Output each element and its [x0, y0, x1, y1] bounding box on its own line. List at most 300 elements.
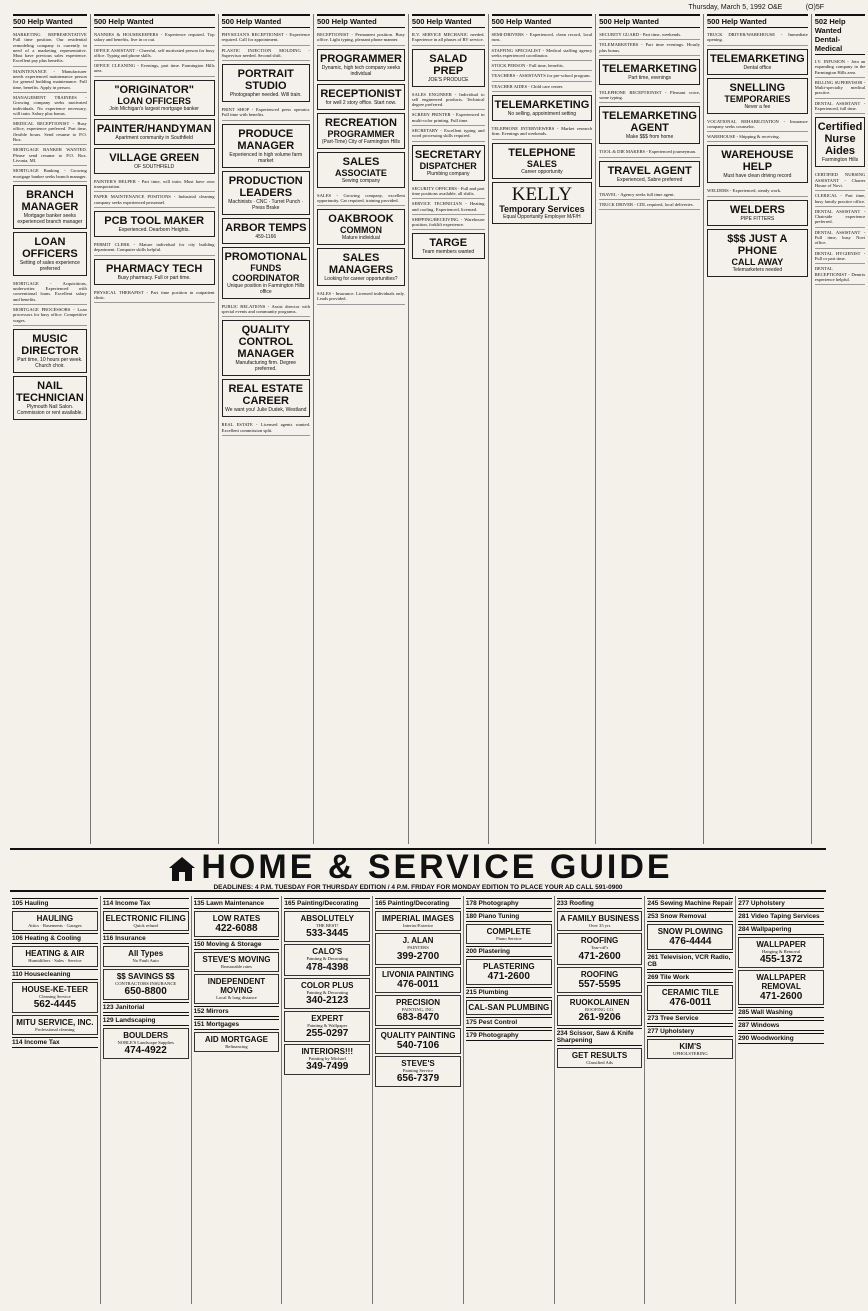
display-ad-subheadline: ASSOCIATE — [335, 167, 387, 178]
guide-ad-text: PAINTERS — [407, 945, 429, 951]
guide-ad-name: QUALITY PAINTING — [380, 1030, 456, 1040]
guide-title — [10, 850, 826, 884]
display-ad-headline: WELDERS — [729, 203, 785, 216]
display-ad-text: Telemarketers needed — [732, 266, 783, 273]
display-ad-text: Looking for career opportunities? — [324, 276, 398, 283]
help-wanted-column — [218, 14, 314, 844]
classified-ad: REAL ESTATE - Licensed agents wanted. Excellent commission split. — [222, 420, 311, 436]
classified-ad: PAPER MAINTENANCE POSITIONS - Industrial cleaning company seeks experienced personnel. — [94, 192, 215, 208]
guide-ad — [375, 911, 461, 931]
display-ad-headline: RECREATION — [325, 116, 397, 129]
display-ad-headline: SALES MANAGERS — [328, 252, 394, 277]
display-ad — [317, 49, 405, 81]
guide-ad-text: ROOFING CO. — [585, 1006, 615, 1012]
kelly-logo: KELLY — [511, 183, 573, 205]
guide-ad-text: Piano Service — [496, 936, 522, 941]
guide-ad — [647, 1039, 733, 1059]
guide-ad-phone: 476-0011 — [397, 978, 439, 990]
display-ad — [707, 78, 808, 114]
guide-section-heading: 106 Heating & Cooling — [12, 933, 98, 944]
display-ad — [222, 247, 311, 299]
display-ad-text: We want you! Julie Dudek, Westland — [225, 407, 307, 414]
display-ad — [222, 379, 311, 417]
display-ad-text: Experienced. Dearborn Heights. — [118, 226, 190, 233]
display-ad-text: Must have clean driving record — [723, 173, 792, 180]
display-ad-text: Part time, 10 hours per week. Church choir. — [17, 356, 83, 369]
help-wanted-column — [703, 14, 811, 844]
guide-ad — [284, 944, 370, 975]
guide-ad-name: LIVONIA PAINTING — [382, 969, 455, 979]
guide-section-heading: 245 Sewing Machine Repair — [647, 900, 733, 907]
guide-ad — [557, 967, 643, 993]
display-ad-text: Apartment community in Southfield — [115, 134, 193, 141]
display-ad — [13, 185, 87, 229]
guide-ad-phone: 471-2600 — [487, 971, 530, 983]
classified-ad: SALES - Insurance. Licensed individuals only. Leads provided. — [317, 289, 405, 305]
guide-column — [100, 896, 191, 1304]
display-ad-subheadline: FUNDS COORDINATOR — [232, 262, 300, 283]
guide-ad-text: Painting & Wallpaper — [307, 1022, 348, 1028]
guide-ad — [375, 967, 461, 993]
section-heading: 500 Help Wanted — [94, 14, 215, 28]
classified-ad: MORTGAGE PROCESSORS - Loan processors for busy office. Competitive wages. — [13, 305, 87, 326]
guide-ad-phone: 562-4445 — [33, 998, 77, 1010]
guide-ad-name: BOULDERS — [123, 1030, 169, 1040]
display-ad-text: OF SOUTHFIELD — [134, 163, 175, 170]
guide-ad-name: ELECTRONIC FILING — [105, 914, 186, 923]
guide-ad-phone: 476-4444 — [669, 936, 712, 947]
display-ad-text: Mature individual — [342, 235, 380, 242]
display-ad-text: Experienced in high volume farm market — [229, 151, 303, 164]
guide-section-heading: 165 Painting/Decorating — [284, 898, 370, 909]
guide-ad-name: STEVE'S MOVING — [202, 955, 271, 964]
guide-ad-name: RUOKOLAINEN — [569, 997, 630, 1007]
guide-ad-phone: 455-1372 — [760, 954, 803, 966]
display-ad — [13, 329, 87, 373]
classified-ad: TRAVEL - Agency seeks full time agent. — [599, 190, 700, 200]
guide-ad-text: Classified Ads — [586, 1059, 613, 1065]
display-ad-text: Dental office — [743, 64, 772, 71]
guide-ad-text: Attics · Basements · Garages — [28, 923, 82, 928]
classified-ad: VOCATIONAL REHABILITATION - Insurance company seeks counselor. — [707, 117, 808, 133]
help-wanted-column — [408, 14, 488, 844]
display-ad — [13, 376, 87, 420]
display-ad-text: Sewing company — [341, 177, 380, 184]
display-ad-text: Equal Opportunity Employer M/F/H — [503, 213, 581, 220]
guide-section-heading: 114 Income Tax — [12, 1037, 98, 1048]
guide-ad-name: COMPLETE — [486, 927, 532, 936]
display-ad-headline: SNELLING — [729, 81, 786, 94]
display-ad-headline: SALAD PREP — [429, 52, 468, 77]
display-ad-text: Setting of sales experience preferred — [19, 259, 80, 272]
classified-ad: PLASTIC INJECTION MOLDING - Supervisor needed. Second shift. — [222, 46, 311, 62]
display-ad-headline: PROMOTIONAL — [224, 250, 308, 263]
guide-ad-text: Tear-off's — [590, 945, 609, 951]
page-header — [688, 4, 824, 11]
guide-section-heading: 152 Mirrors — [194, 1006, 280, 1017]
guide-ad-text: Local & long distance — [216, 995, 257, 1001]
guide-ad-phone: 683-8470 — [396, 1011, 440, 1023]
display-ad-text: 459-1166 — [255, 233, 277, 240]
classified-ad: MORTGAGE Banking - Growing mortgage banker seeks branch manager. — [13, 166, 87, 182]
display-ad-text: Make $$$ from home — [626, 134, 674, 141]
guide-ad — [194, 1032, 280, 1052]
guide-ad — [466, 924, 552, 944]
display-ad-subheadline: Temporary Services — [499, 203, 585, 214]
guide-ad-phone: 474-4922 — [124, 1045, 167, 1057]
guide-ad-phone: 656-7379 — [396, 1073, 440, 1085]
page-ref: (O)5F — [805, 4, 824, 11]
display-ad — [317, 84, 405, 110]
guide-ad-name: All Types — [128, 949, 164, 959]
guide-column — [372, 896, 463, 1304]
display-ad-headline: TELEPHONE — [508, 146, 576, 159]
display-ad — [412, 233, 485, 259]
display-ad — [94, 259, 215, 285]
display-ad-headline: SECRETARY — [414, 148, 482, 161]
guide-section-heading: 114 Income Tax — [103, 898, 189, 909]
classified-ad: STAFFING SPECIALIST - Medical staffing agency seeks experienced coordinator. — [492, 46, 593, 62]
guide-ad — [557, 911, 643, 931]
guide-ad-text: Quick refund — [133, 923, 158, 928]
display-ad-text: Join Michigan's largest mortgage banker — [109, 105, 199, 112]
guide-ad-text: Professional cleaning — [35, 1026, 75, 1032]
guide-section-heading: 179 Photography — [466, 1030, 552, 1041]
display-ad-headline: Certified Nurse Aides — [817, 121, 863, 158]
guide-column — [191, 896, 282, 1304]
guide-ad-name: SNOW PLOWING — [657, 927, 724, 936]
classified-ad: STOCK PERSON - Full time, benefits. — [492, 61, 593, 71]
classified-ad: SALES - Growing company, excellent opportunity. Car required, training provided. — [317, 191, 405, 207]
classified-ad: SCREEN PRINTER - Experienced in multi-color printing. Full time. — [412, 110, 485, 126]
classified-ad: DENTAL ASSISTANT - Full time, busy Novi office. — [815, 228, 866, 249]
help-wanted-column — [10, 14, 90, 844]
guide-ad — [284, 1044, 370, 1075]
display-ad — [317, 248, 405, 286]
display-ad-headline: WAREHOUSE HELP — [721, 149, 794, 174]
display-ad-headline: TELEMARKETING AGENT — [602, 110, 697, 135]
display-ad — [222, 320, 311, 376]
display-ad-headline: QUALITY CONTROL MANAGER — [237, 324, 295, 361]
classified-ad: TRUCK DRIVER/WAREHOUSE - Immediate opening. — [707, 30, 808, 46]
guide-ad — [12, 1015, 98, 1035]
display-ad-text: Plymouth Nail Salon. Commission or rent available. — [16, 403, 83, 416]
guide-ad — [647, 985, 733, 1011]
classified-ad: CERTIFIED NURSING ASSISTANT - Charter House of Novi. — [815, 170, 866, 191]
guide-section-heading: 290 Woodworking — [738, 1033, 824, 1044]
classified-ad: OFFICE CLEANING - Evenings, part time. Farmington Hills area. — [94, 61, 215, 77]
display-ad — [222, 64, 311, 102]
help-wanted-column — [90, 14, 218, 844]
display-ad — [707, 145, 808, 183]
guide-ad-text: Painting & Decorating — [306, 956, 349, 962]
guide-section-heading: 180 Piano Tuning — [466, 911, 552, 922]
section-heading: 500 Help Wanted — [599, 14, 700, 28]
display-ad-headline: SALES — [342, 155, 380, 168]
guide-ad-name: COLOR PLUS — [301, 980, 354, 990]
guide-ad — [284, 911, 370, 942]
display-ad-text: Photographer needed. Will train. — [229, 92, 302, 99]
guide-section-heading: 273 Tree Service — [647, 1013, 733, 1024]
guide-ad-name: INDEPENDENT MOVING — [207, 977, 266, 996]
display-ad — [222, 218, 311, 244]
display-ad-subheadline: CALL AWAY — [731, 256, 784, 267]
help-wanted-column — [488, 14, 596, 844]
display-ad — [707, 200, 808, 226]
display-ad — [599, 161, 700, 187]
display-ad — [599, 59, 700, 85]
classified-ad: SALES ENGINEER - Individual to sell engineered products. Technical degree preferred. — [412, 90, 485, 111]
guide-ad-name: LOW RATES — [212, 914, 261, 923]
display-ad — [707, 229, 808, 277]
guide-ad — [194, 911, 280, 937]
guide-ad — [557, 933, 643, 964]
guide-ad-name: EXPERT — [311, 1013, 344, 1023]
classified-ad: RECEPTIONIST - Permanent position. Busy office. Light typing, pleasant phone manner. — [317, 30, 405, 46]
classified-ad: PHYSICAL THERAPIST - Part time position in outpatient clinic. — [94, 288, 215, 304]
display-ad-subheadline: COMMON — [339, 225, 382, 236]
guide-ad-text: Painting & Decorating — [306, 989, 349, 995]
display-ad-subheadline: TEMPORARIES — [724, 93, 791, 104]
guide-column — [644, 896, 735, 1304]
display-ad — [707, 49, 808, 75]
display-ad-text: Part time, evenings — [628, 74, 672, 81]
guide-section-heading: 129 Landscaping — [103, 1015, 189, 1026]
display-ad-text: Team members wanted — [422, 249, 475, 256]
guide-ad — [12, 911, 98, 931]
display-ad — [412, 49, 485, 87]
help-wanted-column — [313, 14, 408, 844]
guide-ad-name: INTERIORS!!! — [301, 1047, 354, 1057]
classified-ad: TRUCK DRIVER - CDL required, local deliveries. — [599, 200, 700, 210]
guide-section-heading: 277 Upholstery — [647, 1026, 733, 1037]
display-ad — [492, 143, 593, 179]
guide-deadlines: DEADLINES: 4 P.M. TUESDAY FOR THURSDAY EDITION / 4 P.M. FRIDAY FOR MONDAY EDITION TO PLACE YOUR AD CALL 591-0900 — [213, 884, 623, 891]
display-ad-text: Busy pharmacy. Full or part time. — [117, 274, 191, 281]
section-heading: 500 Help Wanted — [707, 14, 808, 28]
classified-ad: PUBLIC RELATIONS - Assist director with special events and community programs. — [222, 302, 311, 318]
display-ad-headline: PHARMACY TECH — [105, 262, 203, 275]
guide-ad-name: WALLPAPER REMOVAL — [756, 973, 806, 992]
display-ad-headline: TELEMARKETING — [602, 62, 697, 75]
display-ad — [222, 171, 311, 215]
guide-ad — [194, 974, 280, 1003]
guide-section-heading: 175 Pest Control — [466, 1017, 552, 1028]
classified-ad: DENTAL ASSISTANT - Experienced, full time. — [815, 99, 866, 115]
display-ad-headline: TRAVEL AGENT — [607, 164, 692, 177]
guide-ad-text: Over 35 yrs — [588, 923, 611, 928]
guide-ad-name: CAL-SAN PLUMBING — [468, 1003, 550, 1013]
home-service-guide-banner — [10, 848, 826, 892]
guide-ad-text: Cleaning Service — [39, 993, 71, 999]
guide-ad-name: HEATING & AIR — [25, 949, 85, 959]
guide-ad-phone: 399-2700 — [396, 950, 440, 962]
display-ad-headline: REAL ESTATE CAREER — [228, 383, 304, 408]
classified-ad: BILLING SUPERVISOR - Multi-specialty medical practice. — [815, 78, 866, 99]
classified-ad: I.V. INFUSION - Join an expanding company in the Farmington Hills area. — [815, 57, 866, 78]
guide-section-heading: 269 Tile Work — [647, 972, 733, 983]
guide-ad-name: WALLPAPER — [756, 940, 806, 949]
guide-ad-phone: 349-7499 — [306, 1061, 349, 1073]
classified-ad: MANAGEMENT TRAINEES - Growing company seeks motivated individuals. No experience necessary, will train. Salary plus bonus. — [13, 93, 87, 119]
guide-section-heading: 123 Janitorial — [103, 1002, 189, 1013]
guide-section-heading: 234 Scissor, Saw & Knife Sharpening — [557, 1028, 643, 1046]
guide-ad-text: Interior/Exterior — [402, 923, 434, 928]
guide-section-heading: 150 Moving & Storage — [194, 939, 280, 950]
display-ad-text: PIPE FITTERS — [740, 215, 775, 222]
guide-section-heading: 151 Mortgages — [194, 1019, 280, 1030]
help-wanted-columns — [10, 14, 866, 844]
display-ad-text: Dynamic, high tech company seeks individual — [321, 64, 401, 77]
display-ad — [13, 232, 87, 276]
house-icon — [167, 855, 197, 883]
guide-ad-name: A FAMILY BUSINESS — [559, 914, 640, 923]
guide-column — [554, 896, 645, 1304]
guide-ad — [375, 1056, 461, 1087]
display-ad — [94, 211, 215, 237]
guide-ad-name: GET RESULTS — [571, 1050, 628, 1060]
guide-ad-phone: 255-0297 — [306, 1028, 349, 1040]
guide-ad-phone: 422-6088 — [215, 923, 258, 934]
section-heading: 500 Help Wanted — [13, 14, 87, 28]
guide-ad — [466, 1000, 552, 1015]
guide-ad-name: KIM'S — [679, 1042, 702, 1051]
display-ad — [94, 119, 215, 145]
guide-ad-name: $$ SAVINGS $$ — [116, 971, 175, 981]
guide-section-heading: 110 Housecleaning — [12, 969, 98, 980]
guide-section-heading: 287 Windows — [738, 1020, 824, 1031]
display-ad-text: Career opportunity — [521, 168, 563, 175]
guide-title-text: HOME & SERVICE GUIDE — [201, 848, 673, 886]
guide-ad-phone: 540-7106 — [396, 1039, 440, 1051]
display-ad-headline: PCB TOOL MAKER — [104, 214, 205, 227]
classified-ad: SEMI-DRIVERS - Experienced, clean record, local runs. — [492, 30, 593, 46]
guide-ad-name: STEVE'S — [401, 1058, 435, 1068]
guide-ad-name: J. ALAN — [402, 936, 434, 946]
classified-ad: TOOL & DIE MAKERS - Experienced journeyman. — [599, 147, 700, 157]
guide-ad-text: NOBLE'S Landscape Supplies — [117, 1039, 174, 1045]
display-ad-headline: PORTRAIT STUDIO — [237, 68, 294, 93]
display-ad-headline: PAINTER/HANDYMAN — [96, 122, 212, 135]
guide-ad — [466, 959, 552, 985]
guide-ad-text: PAINTING, INC. — [401, 1006, 435, 1012]
classified-ad: R.V. SERVICE MECHANIC needed. Experience in all phases of RV service. — [412, 30, 485, 46]
guide-ad — [194, 952, 280, 972]
display-ad-headline: MUSIC DIRECTOR — [21, 332, 79, 357]
display-ad — [317, 152, 405, 188]
classified-ad: MAINTENANCE - Manufacturer needs experienced maintenance person for general building maintenance. Full time, benefits. Apply in person. — [13, 67, 87, 93]
display-ad-headline: BRANCH MANAGER — [21, 188, 79, 213]
display-ad — [599, 106, 700, 144]
display-ad-headline: $$$ JUST A PHONE — [727, 232, 788, 257]
display-ad-text: No selling, appointment setting — [507, 111, 577, 118]
display-ad-text: Manufacturing firm. Degree preferred. — [235, 360, 297, 373]
classified-ad: WAREHOUSE - Shipping & receiving. — [707, 132, 808, 142]
classified-ad: PHYSICIAN'S RECEPTIONIST - Experience required. Call for appointment. — [222, 30, 311, 46]
classified-ad: DENTAL ASSISTANT - Chairside experience preferred. — [815, 207, 866, 228]
guide-ad — [284, 978, 370, 1009]
classified-ad: PAINTER'S HELPER - Part time, will train. Must have own transportation. — [94, 177, 215, 193]
guide-ad — [103, 911, 189, 931]
guide-ad-name: ABSOLUTELY — [300, 914, 354, 923]
classified-ad: MARKETING REPRESENTATIVE Full time position. Our residential remodeling company is currently in need of a marketing representative. Must have previous sales experience. Excellent pay plus benefits. — [13, 30, 87, 67]
guide-ad-phone: 471-2600 — [760, 991, 803, 1003]
guide-ad-phone: 261-9206 — [578, 1011, 621, 1023]
classified-ad: SECURITY OFFICERS - Full and part time positions available, all shifts. — [412, 184, 485, 200]
guide-ad — [557, 995, 643, 1026]
guide-ad-phone: 476-0011 — [669, 997, 712, 1008]
display-ad-headline: NAIL TECHNICIAN — [16, 379, 84, 404]
guide-ad-text: Humidifiers · Sales · Service — [28, 958, 82, 964]
guide-section-heading: 284 Wallpapering — [738, 924, 824, 935]
guide-ad-name: HOUSE-KE-TEER — [21, 984, 88, 994]
display-ad-text: Mortgage banker seeks experienced branch manager — [17, 212, 83, 225]
guide-ad-name: IMPERIAL IMAGES — [382, 914, 454, 923]
guide-columns — [10, 896, 826, 1304]
guide-section-heading: 233 Roofing — [557, 898, 643, 909]
display-ad-headline: PRODUCTION LEADERS — [228, 174, 303, 199]
guide-section-heading: 105 Hauling — [12, 898, 98, 909]
guide-ad — [103, 969, 189, 1000]
guide-column — [463, 896, 554, 1304]
classified-ad: DENTAL HYGIENIST - Full or part time. — [815, 249, 866, 265]
classified-ad: SERVICE TECHNICIAN - Heating and cooling. Experienced, licensed. — [412, 199, 485, 215]
display-ad-headline: TELEMARKETING — [494, 99, 590, 112]
display-ad-headline: ARBOR TEMPS — [225, 221, 307, 234]
guide-ad-text: Refinancing — [225, 1043, 248, 1049]
guide-ad — [557, 1048, 643, 1068]
display-ad — [412, 145, 485, 181]
guide-section-heading: 281 Video Taping Services — [738, 911, 824, 922]
display-ad-headline: TELEMARKETING — [710, 52, 805, 65]
display-ad-headline: "ORIGINATOR" — [114, 83, 195, 96]
guide-ad-name: ROOFING — [580, 936, 619, 946]
display-ad-subheadline: SALES — [526, 158, 557, 169]
display-ad-headline: TARGE — [429, 237, 468, 250]
display-ad — [815, 117, 866, 167]
guide-ad-phone: 471-2600 — [578, 950, 621, 962]
guide-ad-name: AID MORTGAGE — [204, 1034, 268, 1044]
display-ad-text: Never a fee — [744, 103, 771, 110]
guide-section-heading: 215 Plumbing — [466, 987, 552, 998]
display-ad-headline: PRODUCE MANAGER — [237, 127, 295, 152]
classified-ad: TELEPHONE INTERVIEWERS - Market research firm. Evenings and weekends. — [492, 124, 593, 140]
guide-ad-text: CONTRACTORS INSURANCE — [115, 980, 177, 986]
classified-ad: CLERICAL - Part time, busy family practice office. — [815, 191, 866, 207]
display-ad-text: JOE'S PRODUCE — [428, 76, 469, 83]
section-heading: 500 Help Wanted — [222, 14, 311, 28]
display-ad-headline: RECEPTIONIST — [320, 87, 402, 100]
guide-ad-phone: 533-3445 — [306, 928, 349, 940]
guide-section-heading: 178 Photography — [466, 898, 552, 909]
help-wanted-column — [595, 14, 703, 844]
classified-ad: NANNIES & HOUSEKEEPERS - Experience required. Top salary and benefits, live in or out. — [94, 30, 215, 46]
guide-ad-phone: 557-5595 — [578, 978, 621, 990]
guide-ad-phone: 340-2123 — [306, 994, 349, 1006]
guide-ad-name: CALO'S — [312, 947, 343, 957]
guide-ad-text: UPHOLSTERING — [673, 1051, 708, 1056]
guide-ad-name: HAULING — [36, 914, 74, 923]
date-line: Thursday, March 5, 1992 O&E — [688, 4, 783, 11]
classified-ad: TELEPHONE RECEPTIONIST - Pleasant voice, some typing. — [599, 88, 700, 104]
guide-ad — [375, 933, 461, 964]
help-wanted-column — [811, 14, 868, 844]
classified-ad: MORTGAGE BANKER WANTED. Please send resume to P.O. Box. Livonia, MI. — [13, 145, 87, 166]
guide-ad — [738, 937, 824, 968]
guide-ad-text: Hanging & Removal — [762, 949, 801, 954]
display-ad — [222, 124, 311, 168]
display-ad-text: Farmington Hills — [821, 157, 859, 164]
